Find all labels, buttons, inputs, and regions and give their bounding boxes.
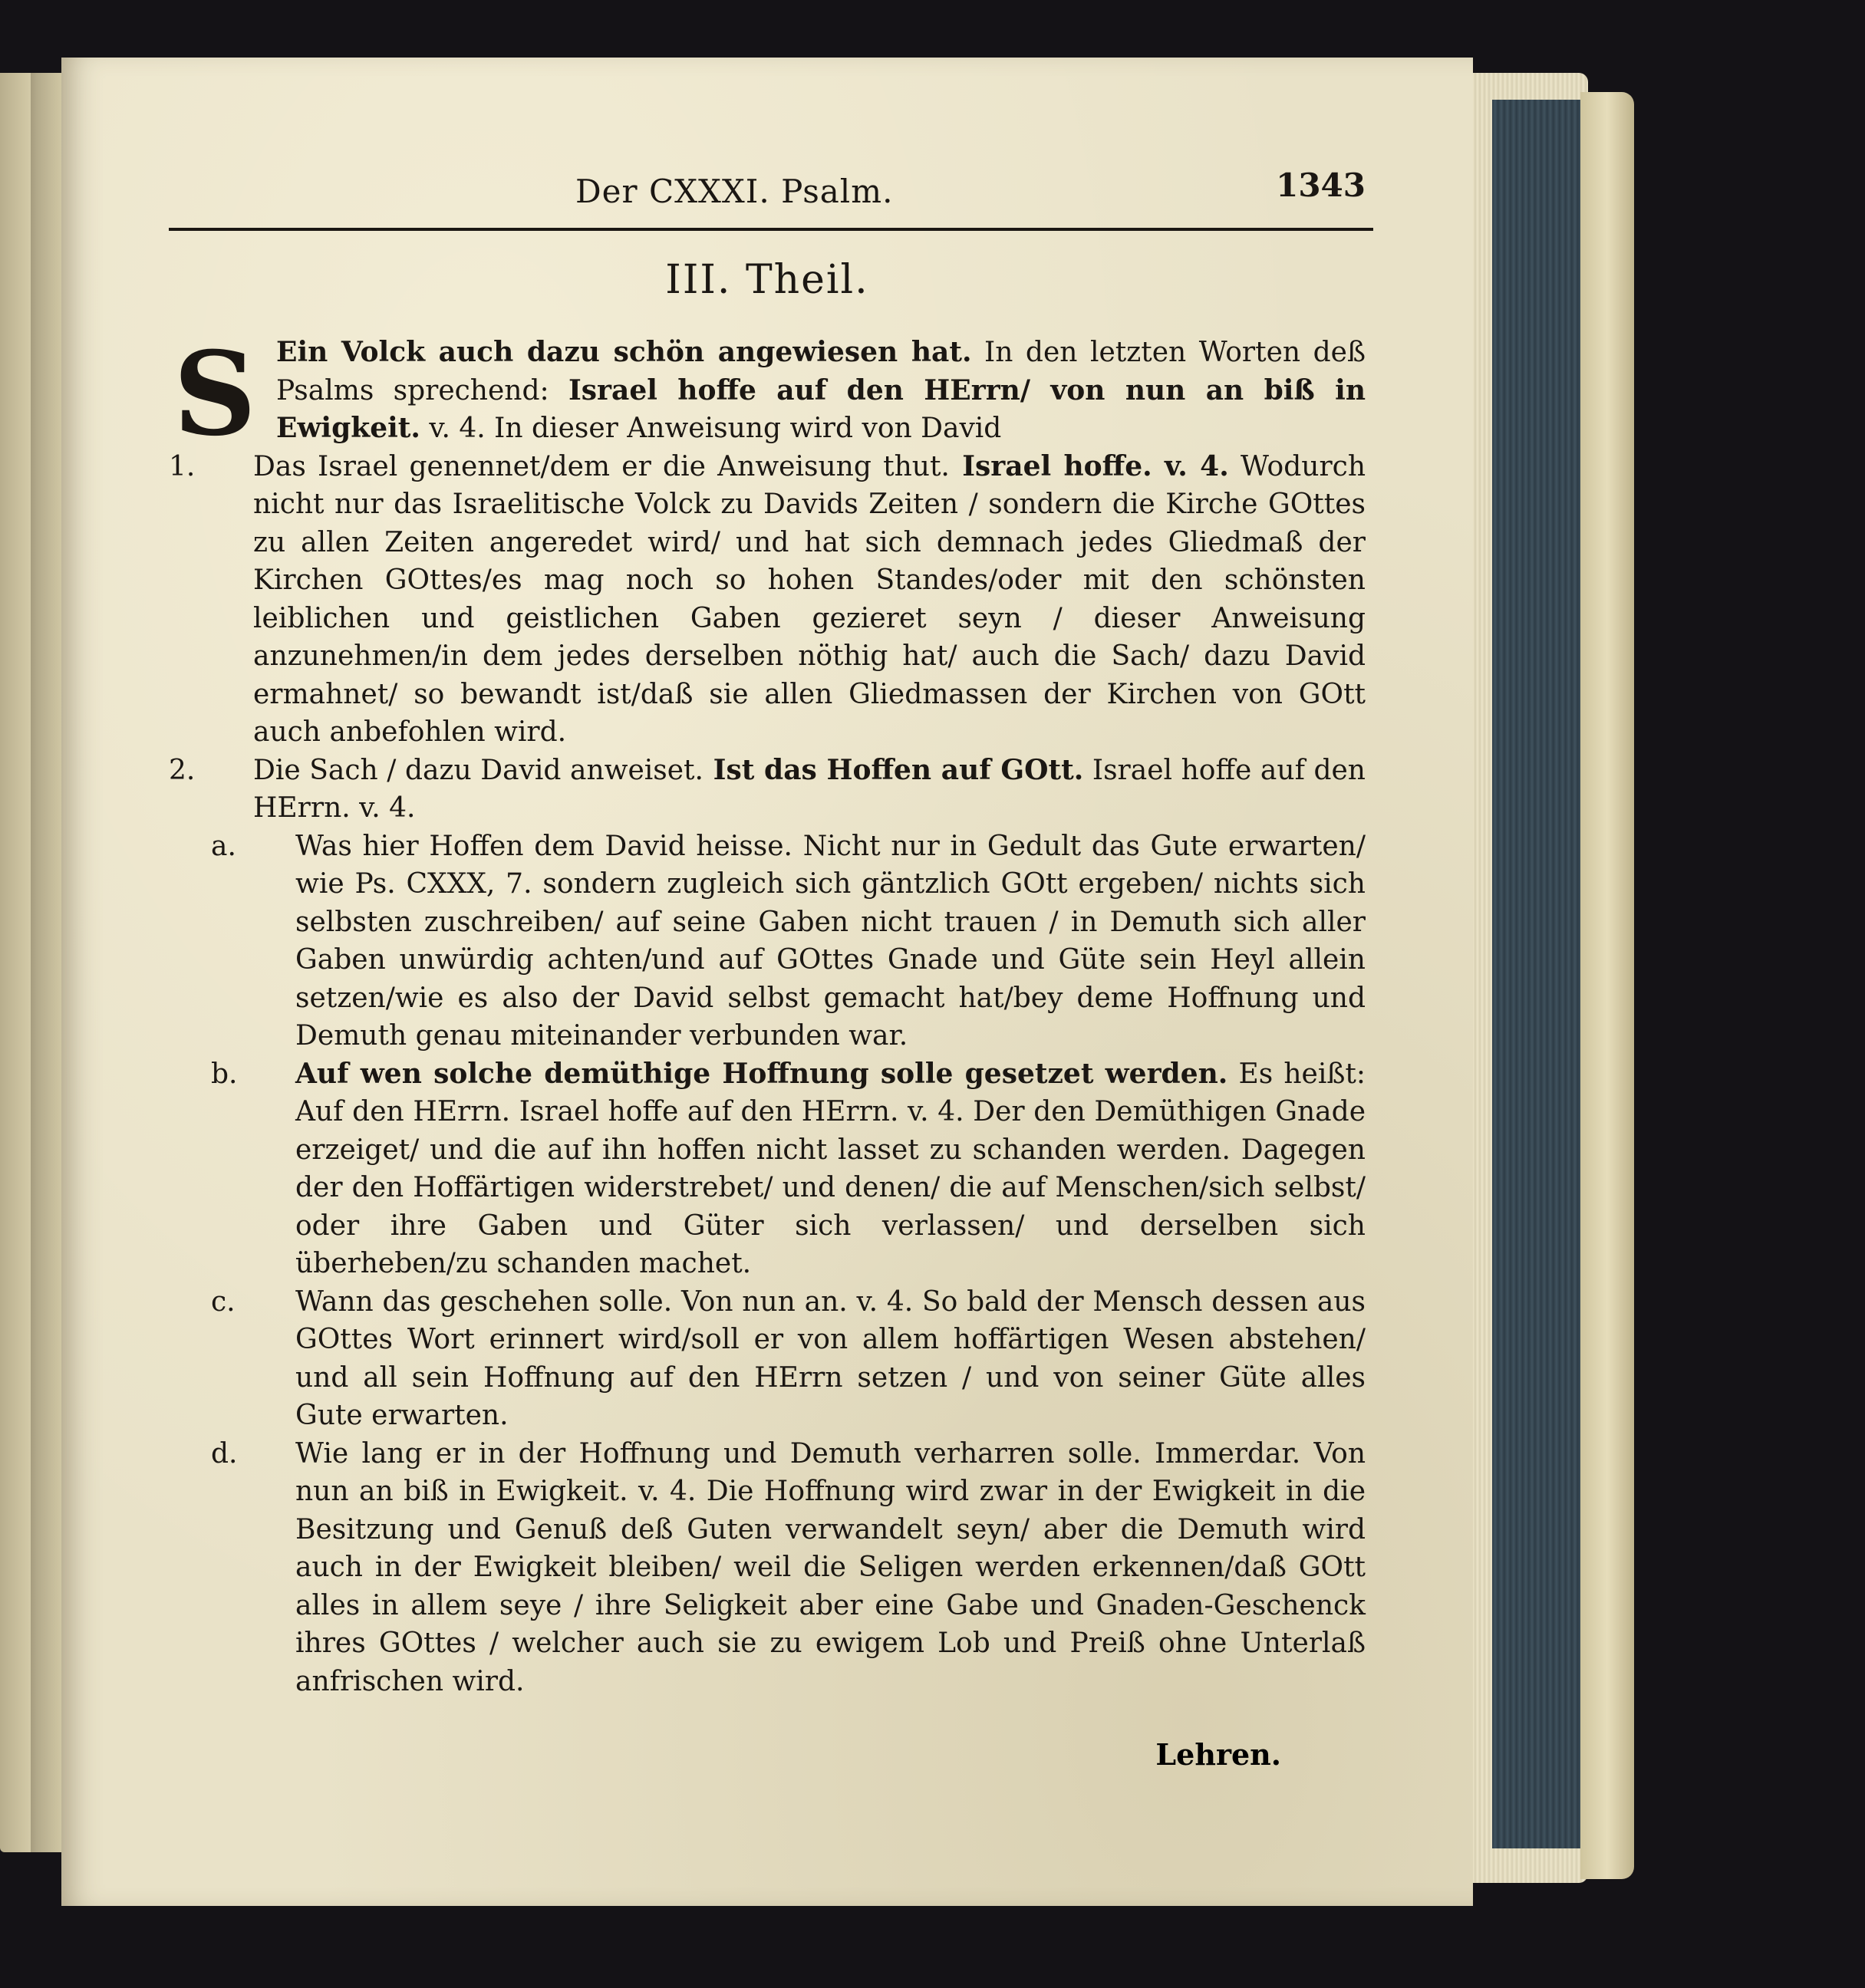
intro-ref: v. 4. In dieser Anweisung wird von David (420, 413, 1002, 444)
point-2 (169, 752, 1366, 828)
subpoint-b (169, 1055, 1366, 1283)
catchword: Lehren. (1155, 1737, 1281, 1772)
intro-quote: Israel hoffe auf den HErrn/ von nun an biß in Ewigkeit. (276, 374, 1366, 444)
point-1 (169, 448, 1366, 752)
point-text: Israel hoffe auf den HErrn. v. 4. (253, 754, 1366, 824)
drop-cap: S (173, 327, 257, 462)
point-marker: 1. (169, 450, 196, 482)
point-lead: Das Israel genennet/dem er die Anweisung thut. (253, 450, 950, 482)
subpoint-lead: Auf wen solche demüthige Hoffnung solle gesetzet werden. (295, 1057, 1228, 1090)
point-marker: 2. (169, 754, 196, 786)
subpoint-lead: Wann das geschehen solle. (295, 1285, 673, 1318)
subpoint-c (169, 1283, 1366, 1435)
point-quote: Israel hoffe. v. 4. (949, 449, 1229, 482)
point-quote: Ist das Hoffen auf GOtt. (703, 753, 1084, 786)
subpoint-lead: Was hier Hoffen dem David heisse. (295, 830, 793, 862)
section-title: III. Theil. (665, 257, 869, 303)
cover-edge (1580, 92, 1634, 1879)
page-number: 1343 (1276, 166, 1366, 204)
header-rule (169, 228, 1373, 231)
intro-lead: Ein Volck auch dazu schön angewiesen hat. (276, 336, 972, 368)
subpoint-text: Von nun an. v. 4. So bald der Mensch dessen aus GOttes Wort erinnert wird/soll er von allem hoffärtigen Wesen abstehen/ und all sein Hoffnung auf den HErrn setzen / und von seiner Güte alles Gute erwarten. (295, 1285, 1366, 1431)
subpoint-d (169, 1435, 1366, 1701)
point-text: Wodurch nicht nur das Israelitische Volck zu Davids Zeiten / sondern die Kirche GOttes zu allen Zeiten angeredet wird/ und hat sich demnach jedes Gliedmaß der Kirchen GOttes/es mag noch so hohen Standes/oder mit den schönsten leiblichen und geistlichen Gaben gezieret seyn / dieser Anweisung anzunehmen/in dem jedes derselben nöthig hat/ auch die Sach/ dazu David ermahnet/ so bewandt ist/daß sie allen Gliedmassen der Kirchen von GOtt auch anbefohlen wird. (253, 450, 1366, 748)
subpoint-marker: c. (211, 1285, 236, 1318)
subpoint-text: Immerdar. Von nun an biß in Ewigkeit. v. 4. Die Hoffnung wird zwar in der Ewigkeit in die Besitzung und Genuß deß Guten verwandelt seyn/ aber die Demuth wird auch in der Ewigkeit bleiben/ weil die Seligen werden erkennen/daß GOtt alles in allem seye / ihre Seligkeit aber eine Gabe und Gnaden-Geschenck ihres GOttes / welcher auch sie zu ewigem Lob und Preiß ohne Unterlaß anfrischen wird. (295, 1437, 1366, 1697)
fore-edge (1492, 100, 1588, 1848)
subpoint-marker: d. (211, 1437, 238, 1470)
intro-paragraph (169, 327, 1366, 462)
intro-text: In den letzten Worten deß Psalms sprechend: (276, 337, 1366, 406)
subpoint-marker: b. (211, 1058, 238, 1090)
running-head: Der CXXXI. Psalm. (575, 173, 894, 210)
subpoint-a (169, 828, 1366, 1055)
subpoint-lead: Wie lang er in der Hoffnung und Demuth verharren solle. (295, 1437, 1142, 1470)
subpoint-text: Nicht nur in Gedult das Gute erwarten/ wie Ps. CXXX, 7. sondern zugleich sich gäntzlich GOtt ergeben/ nichts sich selbsten zuschreiben/ auf seine Gaben nicht trauen / in Demuth sich aller Gaben unwürdig achten/und auf GOttes Gnade und Güte sein Heyl allein setzen/wie es also der David selbst gemacht hat/bey deme Hoffnung und Demuth genau miteinander verbunden war. (295, 830, 1366, 1052)
subpoint-marker: a. (211, 830, 236, 862)
book-page (61, 58, 1473, 1906)
gutter-shadow (31, 73, 61, 1852)
page-header (169, 166, 1366, 226)
text-block (169, 166, 1366, 1700)
subpoint-text: Es heißt: Auf den HErrn. Israel hoffe auf den HErrn. v. 4. Der den Demüthigen Gnade erzeiget/ und die auf ihn hoffen nicht lasset zu schanden werden. Dagegen der den Hoffärtigen widerstrebet/ und denen/ die auf Menschen/sich selbst/ oder ihre Gaben und Güter sich verlassen/ und derselben sich überheben/zu schanden machet. (295, 1058, 1366, 1279)
point-lead: Die Sach / dazu David anweiset. (253, 754, 703, 786)
